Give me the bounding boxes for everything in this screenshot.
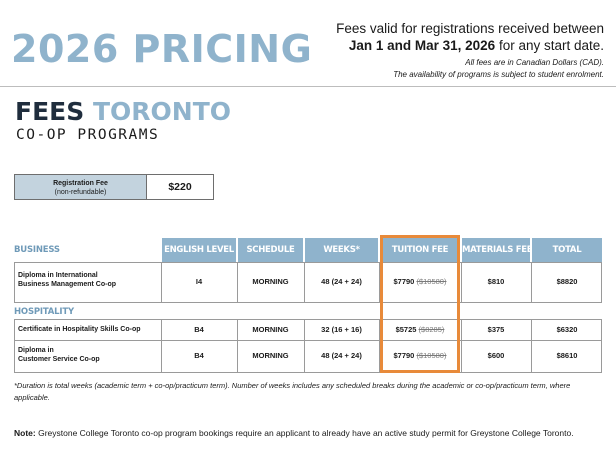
- tuition-fee-original: ($10580): [416, 351, 447, 360]
- total-fee: $8610: [556, 351, 578, 360]
- materials-fee: $810: [487, 277, 505, 286]
- program-name-line2: Business Management Co-op: [18, 281, 117, 288]
- materials-fee: $600: [487, 351, 505, 360]
- validity-suffix: for any start date.: [495, 38, 604, 53]
- tuition-column-highlight: [380, 235, 460, 373]
- registration-fee-sublabel: (non-refundable): [54, 189, 107, 196]
- validity-dates: Jan 1 and Mar 31, 2026: [348, 38, 496, 53]
- col-weeks: WEEKS*: [305, 238, 378, 262]
- registration-fee-label-box: [14, 174, 147, 200]
- header-divider: [0, 86, 616, 87]
- col-english-level: ENGLISH LEVEL: [162, 238, 236, 262]
- registration-fee-label: Registration Fee: [53, 180, 108, 187]
- program-type-heading: CO-OP PROGRAMS: [16, 127, 160, 143]
- materials-fee: $375: [487, 325, 505, 334]
- section-business: BUSINESS: [14, 245, 60, 255]
- fees-heading: [15, 99, 231, 124]
- city-name: TORONTO: [92, 97, 232, 126]
- weeks: 48 (24 + 24): [321, 351, 362, 360]
- study-permit-note: [14, 427, 609, 440]
- note-text: Greystone College Toronto co-op program bookings require an applicant to already have an active study permit for Greystone College Toronto.: [35, 428, 574, 438]
- tuition-fee-original: ($10580): [416, 277, 447, 286]
- weeks: 32 (16 + 16): [321, 325, 362, 334]
- col-total: TOTAL: [532, 238, 602, 262]
- duration-footnote: *Duration is total weeks (academic term + co-op/practicum term). Number of weeks includes any scheduled breaks during the academic or co-op/practicum term, where applicable.: [14, 381, 571, 402]
- total-fee: $8820: [556, 277, 578, 286]
- english-level: B4: [194, 325, 204, 334]
- schedule: MORNING: [252, 351, 289, 360]
- program-name: [18, 346, 100, 364]
- tuition-fee-original: ($8285): [418, 325, 445, 334]
- english-level: I4: [195, 277, 203, 286]
- fees-word: FEES: [15, 97, 85, 126]
- tuition-fee-value: $5725: [395, 325, 417, 334]
- total-fee: $6320: [556, 325, 578, 334]
- validity-dates-line: [349, 38, 604, 53]
- availability-note: The availability of programs is subject to student enrolment.: [393, 70, 604, 79]
- weeks: 48 (24 + 24): [321, 277, 362, 286]
- english-level: B4: [194, 351, 204, 360]
- program-name-line2: Customer Service Co-op: [18, 356, 100, 363]
- program-name-line1: Diploma in International: [18, 272, 98, 279]
- registration-fee-value: $220: [147, 174, 214, 200]
- program-name: Certificate in Hospitality Skills Co-op: [18, 326, 141, 333]
- col-tuition-fee: TUITION FEE: [380, 238, 460, 262]
- program-name-line1: Diploma in: [18, 347, 54, 354]
- col-materials-fee: MATERIALS FEE: [462, 238, 530, 262]
- section-hospitality: HOSPITALITY: [14, 307, 74, 317]
- tuition-fee-value: $7790: [393, 351, 415, 360]
- program-name: [18, 271, 116, 289]
- col-schedule: SCHEDULE: [238, 238, 303, 262]
- page-title: 2026 PRICING: [11, 27, 313, 71]
- schedule: MORNING: [252, 277, 289, 286]
- schedule: MORNING: [252, 325, 289, 334]
- validity-text: Fees valid for registrations received between: [336, 21, 604, 36]
- tuition-fee-value: $7790: [393, 277, 415, 286]
- currency-note: All fees are in Canadian Dollars (CAD).: [465, 58, 604, 67]
- note-label: Note:: [14, 428, 36, 438]
